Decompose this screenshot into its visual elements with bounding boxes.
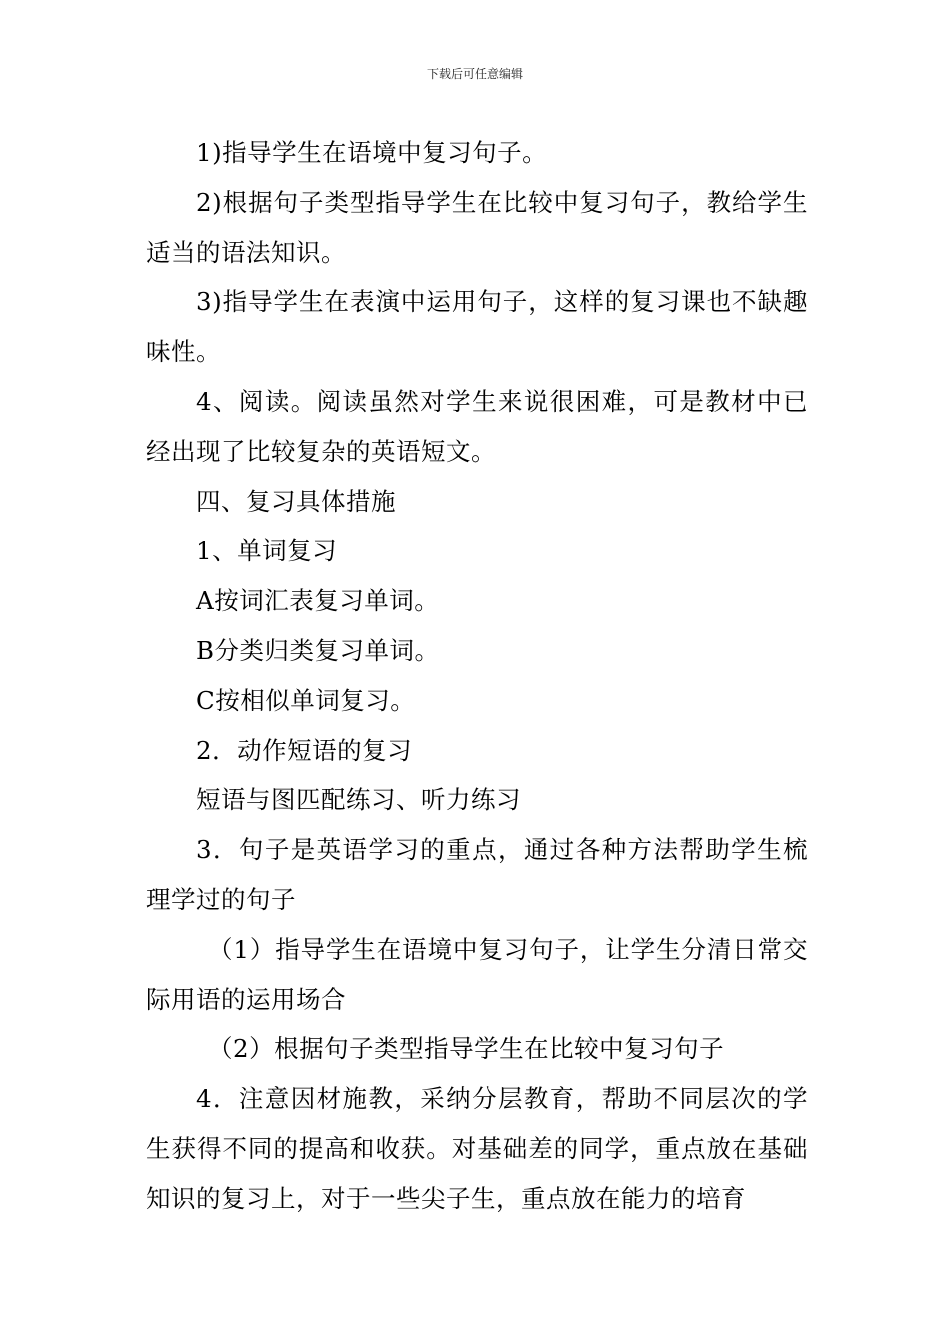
list-item: C按相似单词复习。 bbox=[196, 685, 416, 715]
paragraph: 4、阅读。阅读虽然对学生来说很困难，可是教材中已经出现了比较复杂的英语短文。 bbox=[146, 386, 808, 466]
section-heading: 四、复习具体措施 bbox=[196, 486, 396, 516]
paragraph: 2)根据句子类型指导学生在比较中复习句子，教给学生适当的语法知识。 bbox=[146, 187, 808, 267]
list-item: B分类归类复习单词。 bbox=[196, 635, 440, 665]
list-item: A按词汇表复习单词。 bbox=[196, 586, 440, 616]
subsection-heading: 1、单词复习 bbox=[196, 536, 338, 566]
document-body bbox=[146, 128, 808, 1224]
page-header-note: 下载后可任意编辑 bbox=[426, 67, 523, 81]
paragraph: 3)指导学生在表演中运用句子，这样的复习课也不缺趣味性。 bbox=[146, 287, 808, 367]
paragraph: 短语与图匹配练习、听力练习 bbox=[196, 785, 521, 815]
subsection-heading: 2．动作短语的复习 bbox=[196, 735, 413, 765]
subsection-heading: 4．注意因材施教，采纳分层教育，帮助不同层次的学生获得不同的提高和收获。对基础差的同学，重点放在基础知识的复习上，对于一些尖子生，重点放在能力的培育 bbox=[146, 1084, 808, 1213]
list-item: （2）根据句子类型指导学生在比较中复习句子 bbox=[208, 1034, 725, 1064]
paragraph: 1)指导学生在语境中复习句子。 bbox=[196, 138, 548, 167]
subsection-heading: 3．句子是英语学习的重点，通过各种方法帮助学生梳理学过的句子 bbox=[146, 835, 808, 914]
list-item: （1）指导学生在语境中复习句子，让学生分清日常交际用语的运用场合 bbox=[146, 934, 808, 1014]
